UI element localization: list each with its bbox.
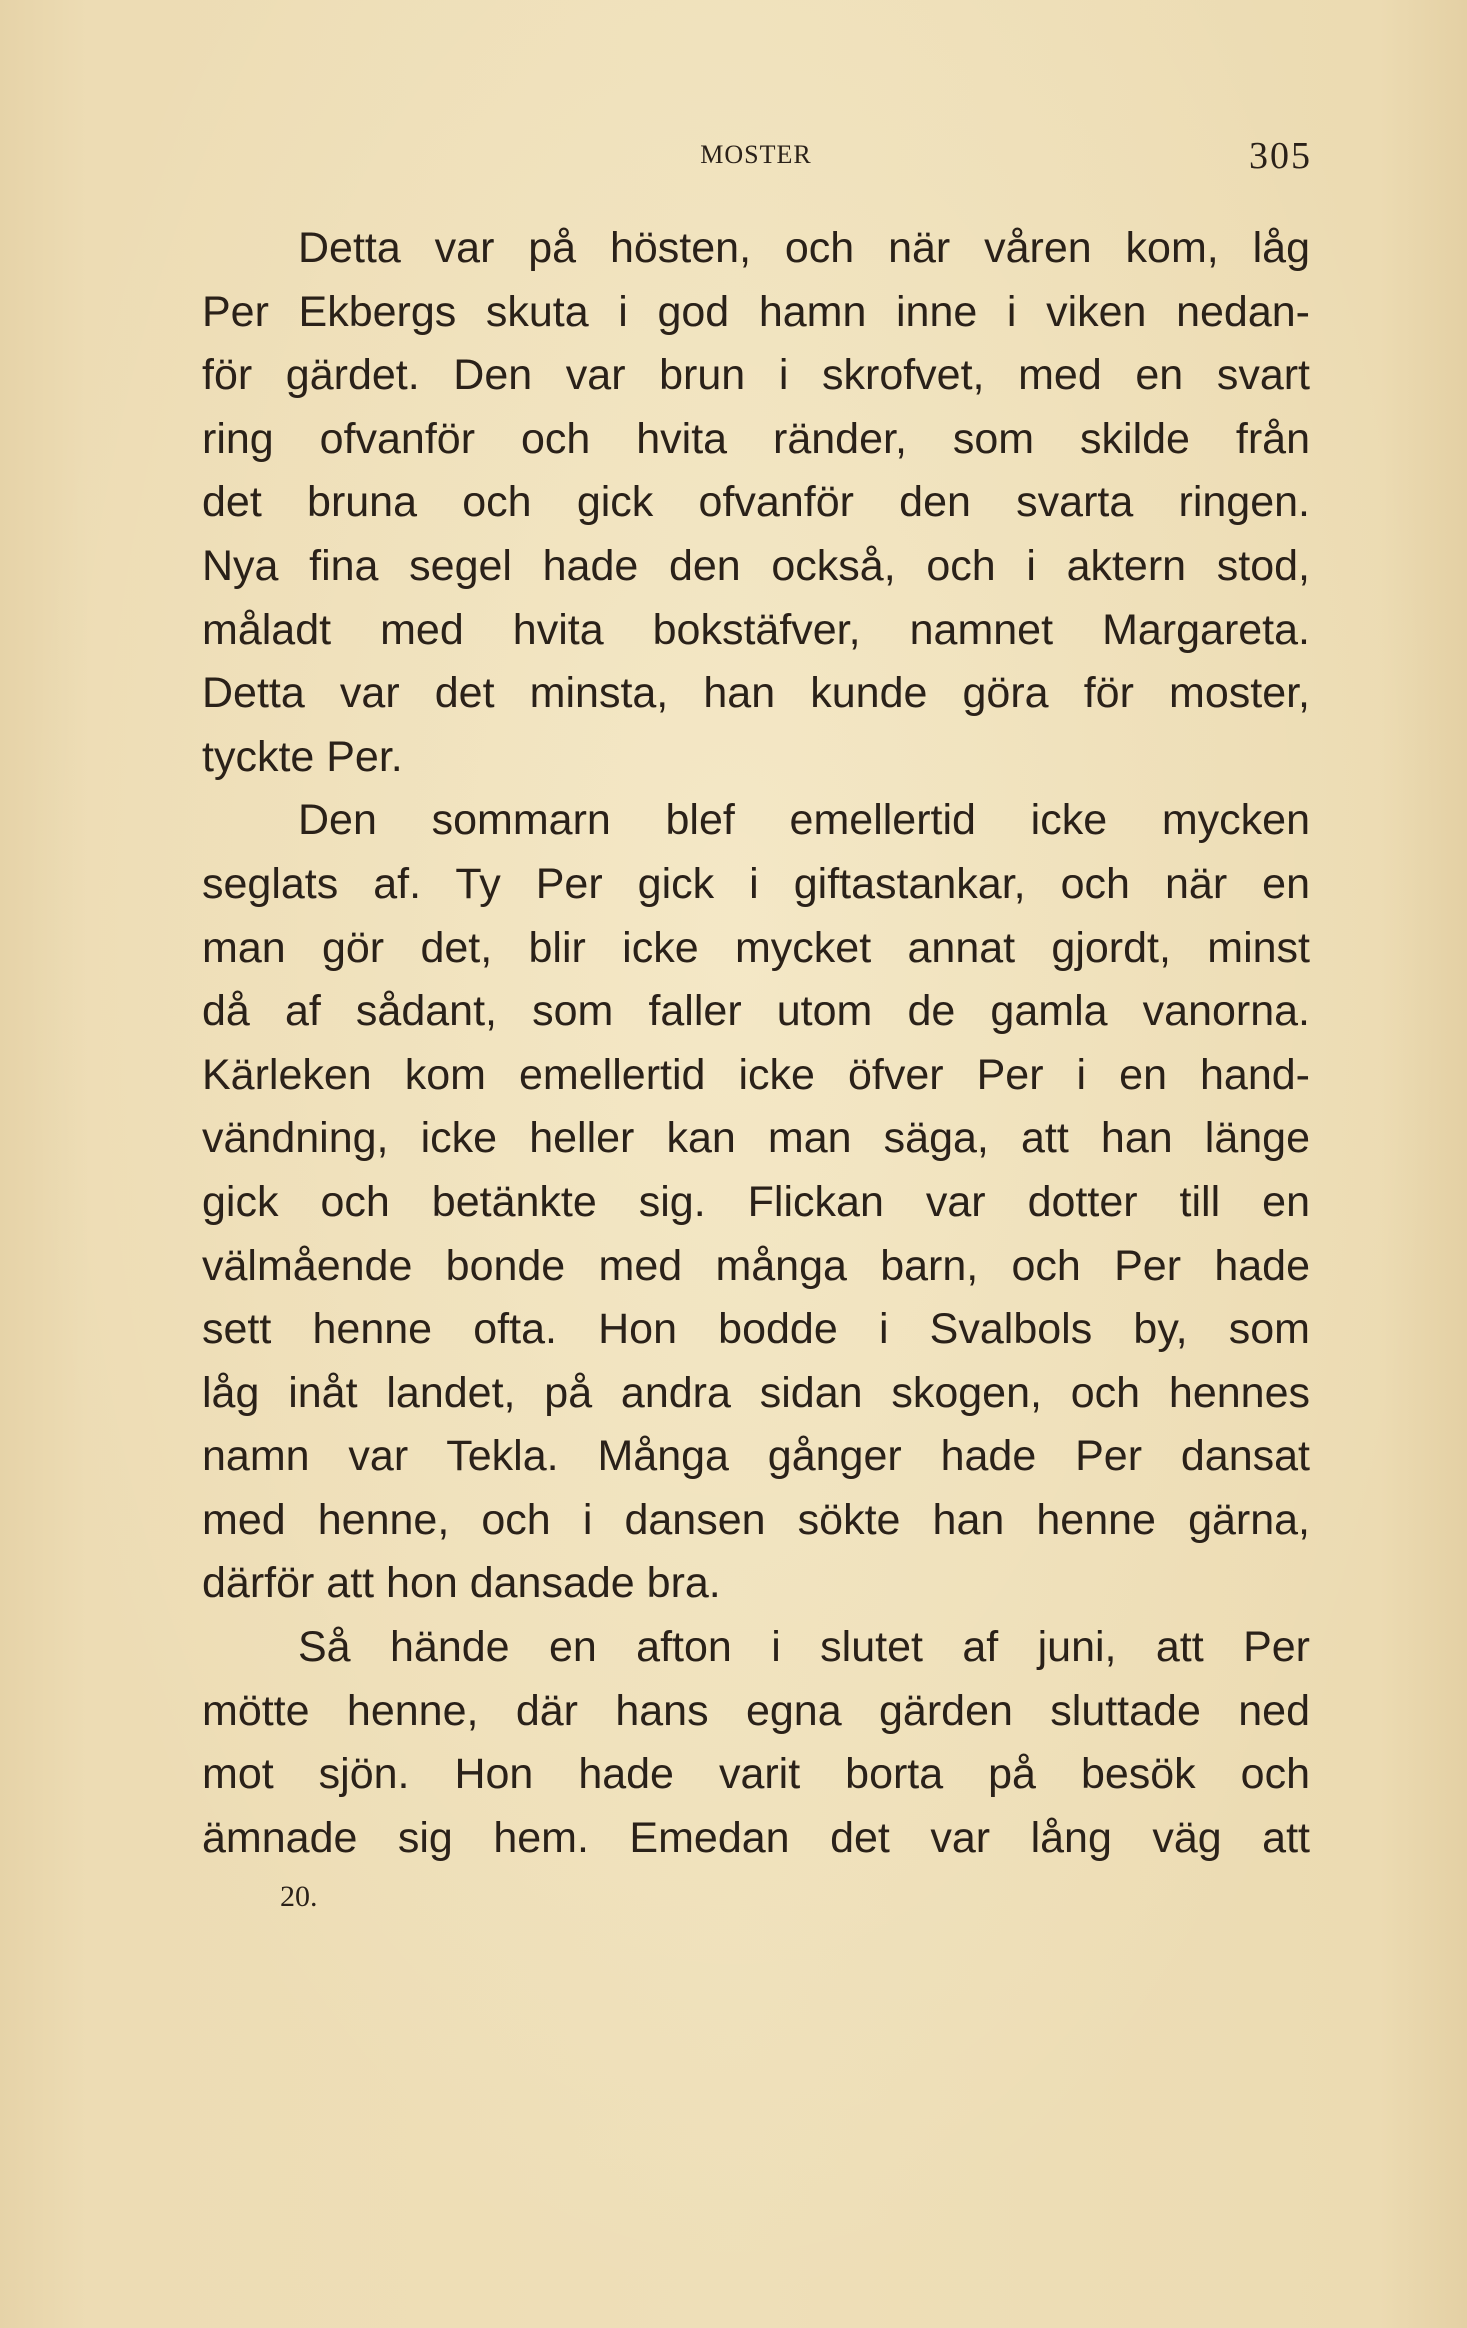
- text-line: låg inåt landet, på andra sidan skogen, och hennes: [202, 1368, 1310, 1417]
- text-line: Kärleken kom emellertid icke öfver Per i en hand-: [202, 1050, 1310, 1099]
- text-line: Nya fina segel hade den också, och i aktern stod,: [202, 541, 1310, 590]
- text-line: Detta var på hösten, och när våren kom, låg: [298, 224, 1310, 272]
- text-line: med henne, och i dansen sökte han henne gärna,: [202, 1495, 1310, 1544]
- text-line: Så hände en afton i slutet af juni, att Per: [298, 1623, 1310, 1672]
- text-line: vändning, icke heller kan man säga, att han länge: [202, 1114, 1310, 1163]
- body-text: [202, 217, 1310, 1870]
- text-line: man gör det, blir icke mycket annat gjordt, minst: [202, 923, 1310, 972]
- text-line: Den sommarn blef emellertid icke mycken: [298, 796, 1310, 845]
- page-number: 305: [1249, 135, 1312, 177]
- text-line: för gärdet. Den var brun i skrofvet, med en svart: [202, 351, 1310, 400]
- text-line: ring ofvanför och hvita ränder, som skilde från: [202, 414, 1310, 463]
- running-title: MOSTER: [700, 140, 812, 169]
- text-line: välmående bonde med många barn, och Per hade: [202, 1241, 1310, 1290]
- text-line: då af sådant, som faller utom de gamla vanorna.: [202, 987, 1310, 1036]
- text-line: mötte henne, där hans egna gärden sluttade ned: [202, 1686, 1310, 1735]
- text-line: Per Ekbergs skuta i god hamn inne i viken nedan-: [202, 287, 1310, 336]
- text-line: ämnade sig hem. Emedan det var lång väg att: [202, 1813, 1310, 1862]
- text-line: det bruna och gick ofvanför den svarta ringen.: [202, 478, 1310, 527]
- text-line: Detta var det minsta, han kunde göra för moster,: [202, 669, 1310, 718]
- signature-mark: 20.: [280, 1880, 318, 1913]
- text-line: därför att hon dansade bra.: [202, 1559, 721, 1608]
- text-line: namn var Tekla. Många gånger hade Per dansat: [202, 1432, 1310, 1481]
- text-line: gick och betänkte sig. Flickan var dotter till en: [202, 1177, 1310, 1226]
- text-line: tyckte Per.: [202, 732, 403, 781]
- text-line: seglats af. Ty Per gick i giftastankar, och när en: [202, 859, 1310, 908]
- text-line: mot sjön. Hon hade varit borta på besök och: [202, 1750, 1310, 1799]
- text-line: måladt med hvita bokstäfver, namnet Margareta.: [202, 605, 1310, 654]
- text-line: sett henne ofta. Hon bodde i Svalbols by, som: [202, 1305, 1310, 1354]
- running-head: [200, 134, 1312, 184]
